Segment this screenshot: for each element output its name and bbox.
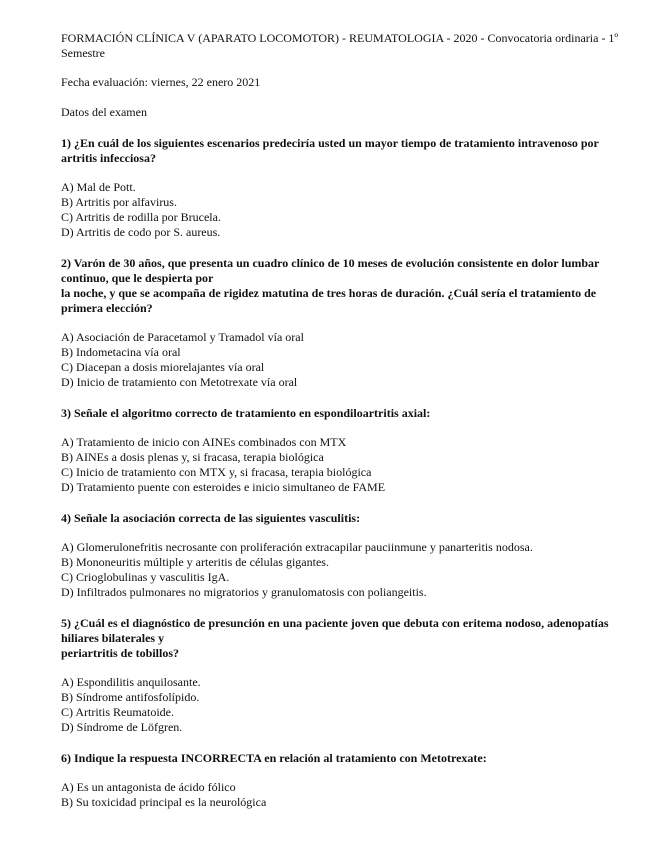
answer-option: A) Es un antagonista de ácido fólico bbox=[61, 780, 236, 794]
question-line: 2) Varón de 30 años, que presenta un cuadro clínico de 10 meses de evolución consistente en dolor lumbar continuo, que le despierta por bbox=[61, 256, 600, 285]
answer-option: C) Diacepan a dosis miorelajantes vía oral bbox=[61, 360, 265, 374]
answer-option: B) Artritis por alfavirus. bbox=[61, 195, 177, 209]
question-line: 5) ¿Cuál es el diagnóstico de presunción en una paciente joven que debuta con eritema nodoso, adenopatías hiliares bilaterales y bbox=[61, 616, 609, 645]
question-3 bbox=[61, 406, 631, 495]
question-text bbox=[61, 616, 631, 661]
question-1 bbox=[61, 136, 631, 240]
question-text bbox=[61, 136, 631, 166]
answer-option: B) AINEs a dosis plenas y, si fracasa, terapia biológica bbox=[61, 450, 324, 464]
answer-option: B) Síndrome antifosfolípido. bbox=[61, 690, 200, 704]
answer-option: A) Espondilitis anquilosante. bbox=[61, 675, 201, 689]
answer-option: D) Inicio de tratamiento con Metotrexate vía oral bbox=[61, 375, 298, 389]
evaluation-date: Fecha evaluación: viernes, 22 enero 2021 bbox=[61, 75, 261, 89]
answer-options bbox=[61, 435, 631, 495]
answer-option: A) Glomerulonefritis necrosante con proliferación extracapilar pauciinmune y panarteritis nodosa. bbox=[61, 540, 533, 554]
answer-option: D) Tratamiento puente con esteroides e inicio simultaneo de FAME bbox=[61, 480, 386, 494]
question-6 bbox=[61, 751, 631, 810]
answer-options bbox=[61, 180, 631, 240]
answer-option: A) Mal de Pott. bbox=[61, 180, 136, 194]
question-line: la noche, y que se acompaña de rigidez matutina de tres horas de duración. ¿Cuál sería el tratamiento de primera elección? bbox=[61, 286, 597, 315]
answer-option: A) Asociación de Paracetamol y Tramadol vía oral bbox=[61, 330, 304, 344]
answer-option: B) Indometacina vía oral bbox=[61, 345, 181, 359]
answer-option: C) Artritis de rodilla por Brucela. bbox=[61, 210, 221, 224]
question-line: 4) Señale la asociación correcta de las siguientes vasculitis: bbox=[61, 511, 361, 525]
question-line: 1) ¿En cuál de los siguientes escenarios predeciría usted un mayor tiempo de tratamiento intravenoso por artritis infecciosa? bbox=[61, 136, 599, 165]
question-line: 6) Indique la respuesta INCORRECTA en relación al tratamiento con Metotrexate: bbox=[61, 751, 487, 765]
question-text bbox=[61, 751, 631, 766]
question-5 bbox=[61, 616, 631, 735]
answer-option: D) Artritis de codo por S. aureus. bbox=[61, 225, 221, 239]
answer-option: B) Su toxicidad principal es la neurológica bbox=[61, 795, 267, 809]
question-text bbox=[61, 406, 631, 421]
question-line: periartritis de tobillos? bbox=[61, 646, 179, 660]
answer-options bbox=[61, 675, 631, 735]
answer-option: C) Inicio de tratamiento con MTX y, si fracasa, terapia biológica bbox=[61, 465, 372, 479]
answer-options bbox=[61, 540, 631, 600]
answer-options bbox=[61, 330, 631, 390]
question-2 bbox=[61, 256, 631, 390]
answer-option: C) Crioglobulinas y vasculitis IgA. bbox=[61, 570, 230, 584]
answer-option: B) Mononeuritis múltiple y arteritis de células gigantes. bbox=[61, 555, 329, 569]
answer-option: A) Tratamiento de inicio con AINEs combinados con MTX bbox=[61, 435, 347, 449]
question-text bbox=[61, 511, 631, 526]
answer-option: C) Artritis Reumatoide. bbox=[61, 705, 174, 719]
answer-options bbox=[61, 780, 631, 810]
question-text bbox=[61, 256, 631, 316]
question-line: 3) Señale el algoritmo correcto de tratamiento en espondiloartritis axial: bbox=[61, 406, 431, 420]
answer-option: D) Síndrome de Löfgren. bbox=[61, 720, 183, 734]
course-header: FORMACIÓN CLÍNICA V (APARATO LOCOMOTOR) - REUMATOLOGIA - 2020 - Convocatoria ordinaria - 1º Semestre bbox=[61, 31, 619, 60]
answer-option: D) Infiltrados pulmonares no migratorios y granulomatosis con poliangeitis. bbox=[61, 585, 427, 599]
question-4 bbox=[61, 511, 631, 600]
section-label: Datos del examen bbox=[61, 105, 147, 119]
exam-content bbox=[61, 31, 631, 826]
question-list bbox=[61, 136, 631, 810]
